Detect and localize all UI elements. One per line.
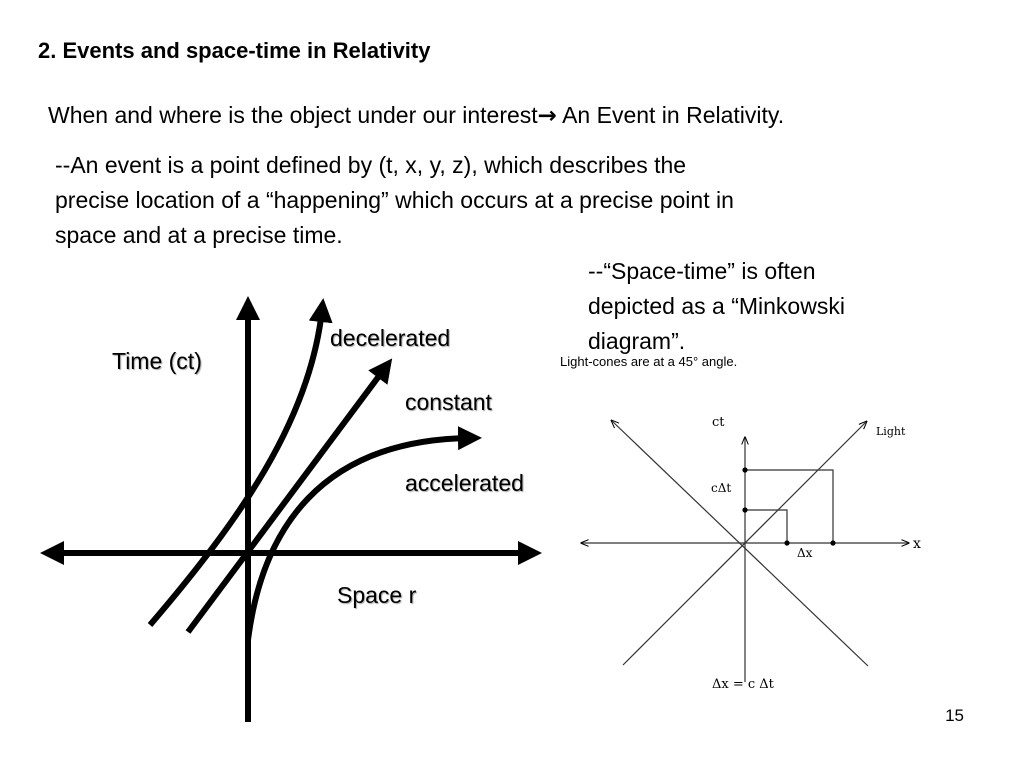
minkowski-ct-label: ct [712, 415, 725, 430]
event-dot [742, 507, 747, 512]
spacetime-note-line: depicted as a “Minkowski [588, 293, 845, 319]
spacetime-note-line: --“Space-time” is often [588, 258, 816, 284]
intro-suffix: An Event in Relativity. [556, 102, 785, 128]
large-delta-box [745, 470, 833, 543]
minkowski-equation: Δx = c Δt [712, 677, 774, 692]
page-number: 15 [945, 706, 964, 725]
event-dot [784, 540, 789, 545]
right-arrow-icon: → [537, 103, 557, 129]
event-dot [742, 467, 747, 472]
slide-title: 2. Events and space-time in Relativity [38, 38, 431, 63]
spacetime-note-line: diagram”. [588, 328, 686, 354]
time-axis-label: Time (ct) [112, 348, 202, 374]
intro-text: When and where is the object under our interest [48, 102, 538, 128]
minkowski-caption: Light-cones are at a 45° angle. [560, 354, 738, 369]
accelerated-label: accelerated [405, 470, 524, 496]
event-definition-line: --An event is a point defined by (t, x, y, z), which describes the [55, 152, 687, 178]
light-label: Light [876, 425, 906, 438]
event-definition-line: space and at a precise time. [55, 222, 343, 248]
decelerated-label: decelerated [330, 325, 451, 351]
event-dot [830, 540, 835, 545]
space-axis-label: Space r [337, 582, 417, 608]
event-definition-line: precise location of a “happening” which occurs at a precise point in [55, 187, 734, 213]
minkowski-x-label: x [913, 536, 921, 552]
constant-label: constant [405, 389, 492, 415]
c-delta-t-label: cΔt [711, 481, 732, 495]
small-delta-box [745, 510, 787, 543]
delta-x-label: Δx [797, 546, 813, 560]
